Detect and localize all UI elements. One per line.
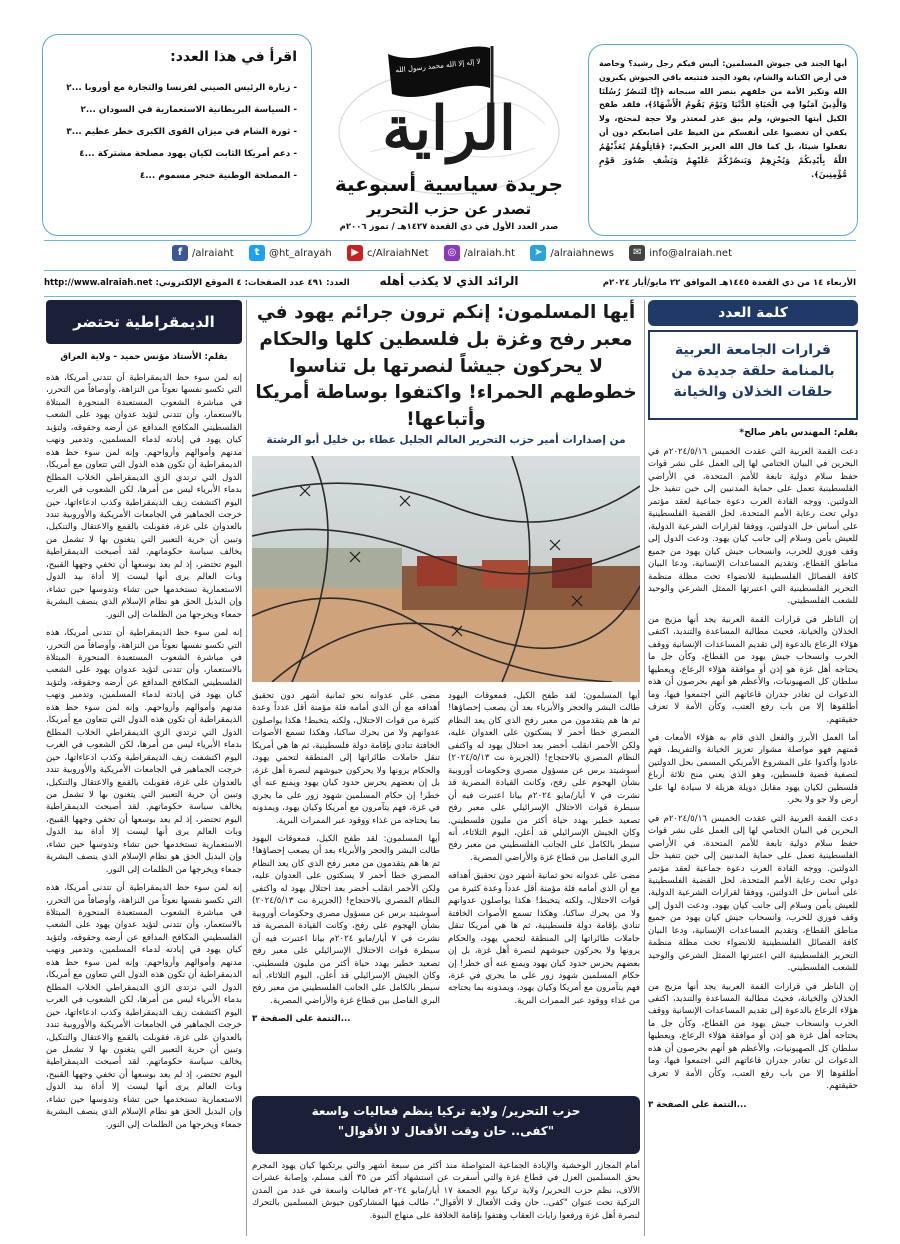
- social-bar: [172, 245, 732, 261]
- masthead-title: الراية: [382, 94, 516, 164]
- twitter-icon: t: [249, 245, 265, 261]
- democracy-paragraph: إنه لمن سوء حظ الديمقراطية أن تتدنى أمريكا، هذه التي تكسو نفسها نعوتاً من النزاهة، وأوصافاً من التحرر، في مباشرة الشعوب المستعبدة المنحورة المبتلاة بالاستعمار، وأن تتدنى لتؤيد عدوان يهود على الشعب الفلسطيني المكافح المدافع عن أرضه وحقوقه، ولتؤيد كيان يهود في إبادته لدماء المسلمين، وتدمير ونهب مدنهم وأموالهم وأرواحهم. وإنه لمن سوء حظ هذه الديمقراطية أن تكون هذه الدول التي تتعاون مع أمريكا، الدول التي ترتدي الزي الديمقراطي الخلاب المطلخ بدماء الأبرياء ليس من أمرها، لكن الشعوب في الغرب اليوم اكتشفت زيف الديمقراطية وكذب ادعاءاتها، حين خرجت الجماهير في الجامعات الأمريكية والأوروبية تندد بالعدوان على غزة، فقوبلت بالقمع والاعتقال والتنكيل، وتبين أن حرية التعبير التي يتغنون بها لا تشمل من يخالف سياسة حكوماتهم. لقد أصبحت الديمقراطية اليوم تحتضر، إذ لم يعد بوسعها أن تخفي وجهها القبيح، وبات العالم يرى أنها ليست إلا أداة بيد الدول الاستعمارية تستخدمها حين تشاء وتدوسها حين تشاء، وإن البديل الحق هو نظام الإسلام الذي ينصف البشرية جمعاء ويخرجها من الظلمات إلى النور.: [46, 373, 242, 620]
- contents-list: [53, 81, 297, 183]
- first-issue: صدر العدد الأول في ذي القعدة ١٤٢٧هـ / تموز ٢٠٠٦م: [339, 222, 559, 232]
- democracy-paragraph: إنه لمن سوء حظ الديمقراطية أن تتدنى أمريكا، هذه التي تكسو نفسها نعوتاً من النزاهة، وأوصافاً من التحرر، في مباشرة الشعوب المستعبدة المنحورة المبتلاة بالاستعمار، وأن تتدنى لتؤيد عدوان يهود على الشعب الفلسطيني المكافح المدافع عن أرضه وحقوقه، ولتؤيد كيان يهود في إبادته لدماء المسلمين، وتدمير ونهب مدنهم وأموالهم وأرواحهم. وإنه لمن سوء حظ هذه الديمقراطية أن تكون هذه الدول التي تتعاون مع أمريكا، الدول التي ترتدي الزي الديمقراطي الخلاب المطلخ بدماء الأبرياء ليس من أمرها، لكن الشعوب في الغرب اليوم اكتشفت زيف الديمقراطية وكذب ادعاءاتها، حين خرجت الجماهير في الجامعات الأمريكية والأوروبية تندد بالعدوان على غزة، فقوبلت بالقمع والاعتقال والتنكيل، وتبين أن حرية التعبير التي يتغنون بها لا تشمل من يخالف سياسة حكوماتهم. لقد أصبحت الديمقراطية اليوم تحتضر، إذ لم يعد بوسعها أن تخفي وجهها القبيح، وبات العالم يرى أنها ليست إلا أداة بيد الدول الاستعمارية تستخدمها حين تشاء وتدوسها حين تشاء، وإن البديل الحق هو نظام الإسلام الذي ينصف البشرية جمعاء ويخرجها من الظلمات إلى النور.: [46, 883, 242, 1130]
- contents-item[interactable]: - السياسة البريطانية الاستعمارية في السودان ...٢: [80, 105, 297, 116]
- column-divider: [644, 300, 645, 1236]
- social-youtube[interactable]: ▶ c/AlraiahNet: [347, 245, 429, 261]
- democracy-body: [46, 372, 242, 1236]
- flag-text: لا إله إلا الله محمد رسول الله: [395, 57, 481, 75]
- editorial-paragraph: إن الناظر في قرارات القمة العربية يجد أنها مزيج من الخذلان والخيانة، فحيث مطالبة المساعدة والتنديد، اكتفى هؤلاء الرعاع بالدعوة إلى تقديم المساعدات الإنسانية ووقف الحرب وانسحاب جيش يهود من القطاع، وكأن جل ما يحتاجه أهل غزة هو إذن أو موافقة هؤلاء الرعاع، ويعطيها سلطان كل الصهيونيات، والأعظم هو أنهم بحرصون أن هذه الدعوات لن تغادر جدران قاعاتهم التي اجتمعوا فيها، وما أطلقوها إلا من باب رفع العتب، وكأن الأمة لا تعرف حقيقتهم.: [648, 981, 858, 1092]
- info-bar: [44, 274, 856, 294]
- social-twitter[interactable]: t @ht_alrayah: [249, 245, 332, 261]
- editorial-paragraph: أما العمل الأبرز والفعل الذي قام به هؤلاء الأمعات في قمتهم فهو مواصلة مشوار تعزيز الخيانة والتفريط، فهم عادوا وأكدوا على المشروع الأمريكي المسمى بحل الدولتين لتصفية قضية فلسطين، وهو الذي يعني منح ثلاثة أرباع فلسطين لكيان يهود مقابل دويلة هزيلة لا سيادة لها على أرض ولا جو ولا بحر.: [648, 732, 858, 806]
- main-col-left-text: أيها المسلمون: لقد طفح الكيل، فمعوقات اليهود طالت البشر والحجر والأبرياء بعد أن يصعب إحصاؤها! ثم ها هم يتقدمون من معبر رفح الذي كان يعد النظام المصري خطا أحمر لا يسكتون على العدوان عليه، ولكن الأحمر انقلب أخضر بعد احتلال يهود له واكتفى النظام المصري بالاحتجاج! (الجزيرة نت ٢٠٢٤/٥/١٣) أسوشيتد برس عن مسؤول مصري وحكومات أوروبية بشأن الهجوم على رفح، وكانت القيادة المصرية قد نشرت في ٧ أيار/مايو ٢٠٢٤م بيانا اعتبرت فيه أن سيطرة قوات الاحتلال الإسرائيلي على معبر رفح تصعيد خطير يهدد حياة أكثر من مليون فلسطيني. وكان الجيش الإسرائيلي قد أعلن، اليوم الثلاثاء، أنه سيطر بالكامل على الجانب الفلسطيني من معبر رفح البري الفاصل بين قطاع غزة والأراضي المصرية.: [252, 833, 440, 1006]
- bottom-article-banner: [252, 1096, 640, 1154]
- contents-item[interactable]: - دعم أمريكا الثابت لكيان يهود مصلحة مشتركة ...٤: [79, 149, 297, 160]
- slogan: الرائد الذي لا يكذب أهله: [379, 274, 519, 288]
- main-col-right-text: أيها المسلمون: لقد طفح الكيل، فمعوقات اليهود طالت البشر والحجر والأبرياء بعد أن يصعب إحصاؤها! ثم ها هم يتقدمون من معبر رفح الذي كان يعد النظام المصري خطا أحمر لا يسكتون على العدوان عليه، ولكن الأحمر انقلب أخضر بعد احتلال يهود له واكتفى النظام المصري بالاحتجاج! (الجزيرة نت ٢٠٢٤/٥/١٣) أسوشيتد برس عن مسؤول مصري وحكومات أوروبية بشأن الهجوم على رفح، وكانت القيادة المصرية قد نشرت في ٧ أيار/مايو ٢٠٢٤م بيانا اعتبرت فيه أن سيطرة قوات الاحتلال الإسرائيلي على معبر رفح تصعيد خطير يهدد حياة أكثر من مليون فلسطيني. وكان الجيش الإسرائيلي قد أعلن، اليوم الثلاثاء، أنه سيطر بالكامل على الجانب الفلسطيني من معبر رفح البري الفاصل بين قطاع غزة والأراضي المصرية.: [448, 691, 640, 863]
- bottom-article-subtitle: "كفى.. حان وقت الأفعال لا الأقوال": [337, 1124, 555, 1138]
- masthead: [330, 32, 568, 242]
- main-headline: أيها المسلمون: إنكم ترون جرائم يهود في معبر رفح وغزة بل فلسطين كلها والحكام لا يحركون جيشاً لنصرتها بل تناسوا خطوطهم الحمراء! واكتفوا بوساطة أمريكا وأتباعها!: [255, 302, 637, 431]
- social-telegram[interactable]: ➤ /alraiahnews: [530, 245, 614, 261]
- editorial-section-label: كلمة العدد: [648, 300, 858, 326]
- editorial-title: قرارات الجامعة العربية بالمنامة حلقة جديدة من حلقات الخذلان والخيانة: [671, 342, 835, 400]
- youtube-icon: ▶: [347, 245, 363, 261]
- info-separator: [44, 296, 856, 297]
- social-instagram[interactable]: ◎ /alraiah.ht: [444, 245, 515, 261]
- editorial-paragraph: إن الناظر في قرارات القمة العربية يجد أنها مزيج من الخذلان والخيانة، فحيث مطالبة المساعدة والتنديد، اكتفى هؤلاء الرعاع بالدعوة إلى تقديم المساعدات الإنسانية ووقف الحرب وانسحاب جيش يهود من القطاع، وكأن جل ما يحتاجه أهل غزة هو إذن أو موافقة هؤلاء الرعاع، ويعطيها سلطان كل الصهيونيات، والأعظم هو أنهم بحرصون أن هذه الدعوات لن تغادر جدران قاعاتهم التي اجتمعوا فيها، وما أطلقوها إلا من باب رفع العتب، وكأن الأمة لا تعرف حقيقتهم.: [648, 614, 858, 725]
- main-byline: من إصدارات أمير حزب التحرير العالم الجليل عطاء بن خليل أبو الرشتة: [266, 434, 626, 446]
- contents-box: [42, 34, 312, 236]
- publisher: تصدر عن حزب التحرير: [366, 200, 532, 218]
- editorial-paragraph: دعت القمة العربية التي عقدت الخميس ٢٠٢٤/٥/١٦م في البحرين في البيان الختامي لها إلى العمل على نشر قوات حفظ سلام دولية تابعة للأمم المتحدة، في الأراضي الفلسطينية تعمل على حماية المدنيين إلى حين تنفيذ حل الدولتين. ووجه القادة العرب دعوة جماعية لعقد مؤتمر دولي تحت رعاية الأمم المتحدة، لحل القضية الفلسطينية على أساس حل الدولتين، ووفقا لقرارات الشرعية الدولية، للعيش بأمن وسلام إلى جانب كيان يهود. ودعت الدول إلى وقف فوري للحرب، وانسحاب جيش كيان يهود من جميع مناطق القطاع، وتقديم المساعدات الإنسانية، ودعا البيان كافة الفصائل الفلسطينية للانضواء تحت مظلة منظمة التحرير الفلسطينية التي اعتبرتها الممثل الشرعي والوحيد للشعب الفلسطيني.: [648, 813, 858, 974]
- quote-text: أيها الجند في جيوش المسلمين: أليس فيكم رجل رشيد؟ وخاصة في أرض الكنانة والشام، يقود الجند فتتبعه باقي الجيوش يكبرون الله وتكبر الأمة من خلفهم بنصر الله سبحانه ﴿إِنَّا لَنَنصُرُ رُسُلَنَا وَالَّذِينَ آمَنُوا فِي الْحَيَاةِ الدُّنْيَا وَيَوْمَ يَقُومُ الْأَشْهَادُ﴾، فلقد طفح الكيل أيتها الجيوش، ولم يبق عذر لمعتذر ولا حجة لمحتج، ولا يكفي أن تغضبوا على أنفسكم من الغيظ على أصابعكم دون أن تفعلوا شيئا، بل كما قال الله العزيز الحكيم: ﴿قَاتِلُوهُمْ يُعَذِّبْهُمُ اللَّهُ بِأَيْدِيكُمْ وَيُخْزِهِمْ وَيَنصُرْكُمْ عَلَيْهِمْ وَيَشْفِ صُدُورَ قَوْمٍ مُّؤْمِنِينَ﴾.: [599, 59, 847, 179]
- democracy-paragraph: إنه لمن سوء حظ الديمقراطية أن تتدنى أمريكا، هذه التي تكسو نفسها نعوتاً من النزاهة، وأوصافاً من التحرر، في مباشرة الشعوب المستعبدة المنحورة المبتلاة بالاستعمار، وأن تتدنى لتؤيد عدوان يهود على الشعب الفلسطيني المكافح المدافع عن أرضه وحقوقه، ولتؤيد كيان يهود في إبادته لدماء المسلمين، وتدمير ونهب مدنهم وأموالهم وأرواحهم. وإنه لمن سوء حظ هذه الديمقراطية أن تكون هذه الدول التي تتعاون مع أمريكا، الدول التي ترتدي الزي الديمقراطي الخلاب المطلخ بدماء الأبرياء ليس من أمرها، لكن الشعوب في الغرب اليوم اكتشفت زيف الديمقراطية وكذب ادعاءاتها، حين خرجت الجماهير في الجامعات الأمريكية والأوروبية تندد بالعدوان على غزة، فقوبلت بالقمع والاعتقال والتنكيل، وتبين أن حرية التعبير التي يتغنون بها لا تشمل من يخالف سياسة حكوماتهم. لقد أصبحت الديمقراطية اليوم تحتضر، إذ لم يعد بوسعها أن تخفي وجهها القبيح، وبات العالم يرى أنها ليست إلا أداة بيد الدول الاستعمارية تستخدمها حين تشاء وتدوسها حين تشاء، وإن البديل الحق هو نظام الإسلام الذي ينصف البشرية جمعاء ويخرجها من الظلمات إلى النور.: [46, 628, 242, 875]
- main-col-right: [448, 690, 640, 1090]
- main-col-right-text: مضى على عدوانه نحو ثمانية أشهر دون تحقيق أهدافه مع أن الذي أمامه فئة مؤمنة أقل عدداً وعدة كثيرة من قوات الاحتلال، ولكنه يتخبط! هكذا يواصلون عدوانهم ولا من يحرك ساكنا، وهكذا تسمع الأصوات الخافتة تنادي بإقامة دولة فلسطينية، ثم ها هي أمريكا تنقل حاملات طائراتها إلى المنطقة لتحمي يهود، والحكام يرونها ولا يحركون جيوشهم لنصرة أهل غزة، بل إن بعضهم يحرس حدود كيان يهود ويمنع عنه أي خطر! إن حكام المسلمين شهود زور على ما يجري في غزة، فهم يتآمرون مع أمريكا وكيان يهود، ويمدونه بما يحتاجه من غذاء ووقود عبر الممرات البرية.: [448, 871, 640, 1006]
- rafah-barbed-wire-photo: [252, 456, 640, 682]
- editorial-continued[interactable]: ...التتمة على الصفحة ٣: [648, 1099, 747, 1110]
- contents-title: اقرأ في هذا العدد:: [170, 49, 297, 65]
- instagram-icon: ◎: [444, 245, 460, 261]
- main-col-left: [252, 690, 440, 1090]
- editorial-title-box: [648, 330, 858, 420]
- democracy-author: بقلم: الأستاذ مؤنس حميد - ولاية العراق: [60, 352, 228, 362]
- social-facebook[interactable]: f /alraiaht: [172, 245, 234, 261]
- main-continued[interactable]: ...التتمة على الصفحة ٣: [252, 1014, 351, 1025]
- mail-icon: ✉: [629, 245, 645, 261]
- contents-item[interactable]: - المصلحة الوطنية خنجر مسموم ...٤: [139, 171, 297, 182]
- editorial-paragraph: دعت القمة العربية التي عقدت الخميس ٢٠٢٤/٥/١٦م في البحرين في البيان الختامي لها إلى العمل على نشر قوات حفظ سلام دولية تابعة للأمم المتحدة، في الأراضي الفلسطينية تعمل على حماية المدنيين إلى حين تنفيذ حل الدولتين. ووجه القادة العرب دعوة جماعية لعقد مؤتمر دولي تحت رعاية الأمم المتحدة، لحل القضية الفلسطينية على أساس حل الدولتين، ووفقا لقرارات الشرعية الدولية، للعيش بأمن وسلام إلى جانب كيان يهود. ودعت الدول إلى وقف فوري للحرب، وانسحاب جيش كيان يهود من جميع مناطق القطاع، وتقديم المساعدات الإنسانية، ودعا البيان كافة الفصائل الفلسطينية للانضواء تحت مظلة منظمة التحرير الفلسطينية التي اعتبرتها الممثل الشرعي والوحيد للشعب الفلسطيني.: [648, 447, 858, 607]
- editorial-body: [648, 446, 858, 1236]
- facebook-icon: f: [172, 245, 188, 261]
- issue-date: الأربعاء ١٤ من ذي القعدة ١٤٤٥هـ الموافق ٢٢ مايو/أيار ٢٠٢٤م: [602, 278, 856, 288]
- masthead-subtitle: جريدة سياسية أسبوعية: [334, 172, 564, 196]
- social-email[interactable]: ✉ info@alraiah.net: [629, 245, 732, 261]
- editorial-author: بقلم: المهندس باهر صالح*: [739, 428, 858, 438]
- contents-item[interactable]: - ثورة الشام في ميزان القوى الكبرى خطر عظيم ...٣: [66, 127, 297, 138]
- bottom-article-title: حزب التحرير/ ولاية تركيا ينظم فعاليات واسعة: [311, 1104, 581, 1118]
- bottom-article-body: أمام المجازر الوحشية والإبادة الجماعية المتواصلة منذ أكثر من سبعة أشهر والتي يرتكبها كيان يهود المجرم بحق المسلمين العزل في قطاع غزة والتي أسفرت عن استشهاد أكثر من ٣٥ ألف مسلم، وإصابة عشرات الآلاف، نظم حزب التحرير/ ولاية تركيا يوم الجمعة ١٧ أيار/مايو ٢٠٢٤م فعاليات واسعة في عدد من المدن التركية تحت عنوان "كفى.. حان وقت الأفعال لا الأقوال"، طالب فيها المشاركون جيوش المسلمين بالتحرك لنصرة أهل غزة ورفعوا رايات العقاب وهتفوا بإقامة الخلافة على منهاج النبوة.: [252, 1161, 640, 1221]
- social-separator: [44, 270, 856, 271]
- telegram-icon: ➤: [530, 245, 546, 261]
- democracy-title: الديمقراطية تحتضر: [46, 300, 242, 344]
- column-divider: [246, 300, 247, 1236]
- top-separator: [44, 240, 856, 241]
- main-col-left-text: مضى على عدوانه نحو ثمانية أشهر دون تحقيق أهدافه مع أن الذي أمامه فئة مؤمنة أقل عدداً وعدة كثيرة من قوات الاحتلال، ولكنه يتخبط! هكذا يواصلون عدوانهم ولا من يحرك ساكنا، وهكذا تسمع الأصوات الخافتة تنادي بإقامة دولة فلسطينية، ثم ها هي أمريكا تنقل حاملات طائراتها إلى المنطقة لتحمي يهود، والحكام يرونها ولا يحركون جيوشهم لنصرة أهل غزة، بل إن بعضهم يحرس حدود كيان يهود ويمنع عنه أي خطر! إن حكام المسلمين شهود زور على ما يجري في غزة، فهم يتآمرون مع أمريكا وكيان يهود، ويمدونه بما يحتاجه من غذاء ووقود عبر الممرات البرية.: [252, 691, 440, 826]
- quote-box: [588, 44, 858, 236]
- issue-info[interactable]: العدد: ٤٩١ عدد الصفحات: ٤ الموقع الإلكتروني: http://www.alraiah.net: [44, 278, 350, 288]
- contents-item[interactable]: - زيارة الرئيس الصيني لفرنسا والتجارة مع أوروبا ...٢: [66, 83, 297, 93]
